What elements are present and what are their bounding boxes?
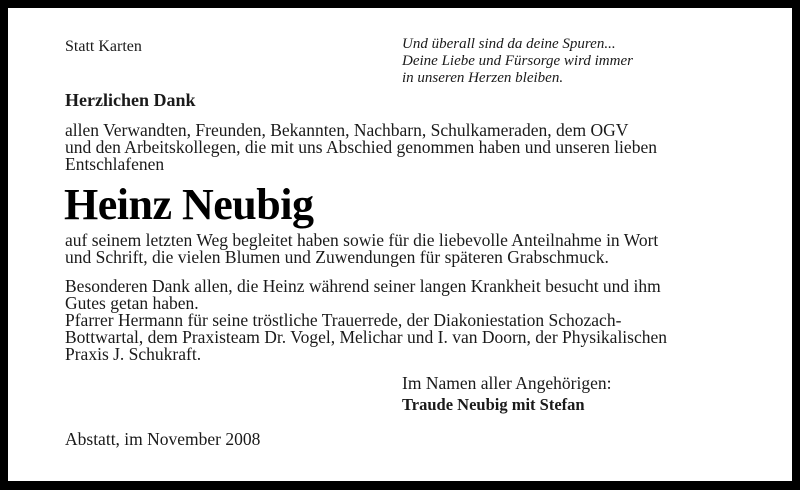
para2-line: Praxis J. Schukraft.: [65, 344, 202, 364]
para2-line: Besonderen Dank allen, die Heinz während seiner langen Krankheit besucht und ihm: [65, 276, 661, 296]
para1-line: und Schrift, die vielen Blumen und Zuwendungen für späteren Grabschmuck.: [65, 247, 609, 267]
quote-line: in unseren Herzen bleiben.: [402, 70, 564, 86]
para1-line: auf seinem letzten Weg begleitet haben sowie für die liebevolle Anteilnahme in Wort: [65, 230, 659, 250]
obituary-notice: [8, 8, 792, 481]
statt-karten-label: Statt Karten: [65, 38, 142, 55]
deceased-name: Heinz Neubig: [64, 180, 314, 229]
intro-line: Entschlafenen: [65, 154, 165, 174]
quote-line: Deine Liebe und Fürsorge wird immer: [402, 53, 633, 69]
para2-line: Pfarrer Hermann für seine tröstliche Trauerrede, der Diakoniestation Schozach-: [65, 310, 622, 330]
intro-line: allen Verwandten, Freunden, Bekannten, Nachbarn, Schulkameraden, dem OGV: [65, 120, 629, 140]
heading: Herzlichen Dank: [65, 90, 196, 110]
place-date: Abstatt, im November 2008: [65, 429, 261, 449]
para2-line: Bottwartal, dem Praxisteam Dr. Vogel, Melichar und I. van Doorn, der Physikalischen: [65, 327, 668, 347]
para2-line: Gutes getan haben.: [65, 293, 199, 313]
signature-intro: Im Namen aller Angehörigen:: [402, 373, 612, 393]
intro-line: und den Arbeitskollegen, die mit uns Abschied genommen haben und unseren lieben: [65, 137, 657, 157]
quote-line: Und überall sind da deine Spuren...: [402, 36, 616, 52]
signature-names: Traude Neubig mit Stefan: [402, 395, 585, 414]
